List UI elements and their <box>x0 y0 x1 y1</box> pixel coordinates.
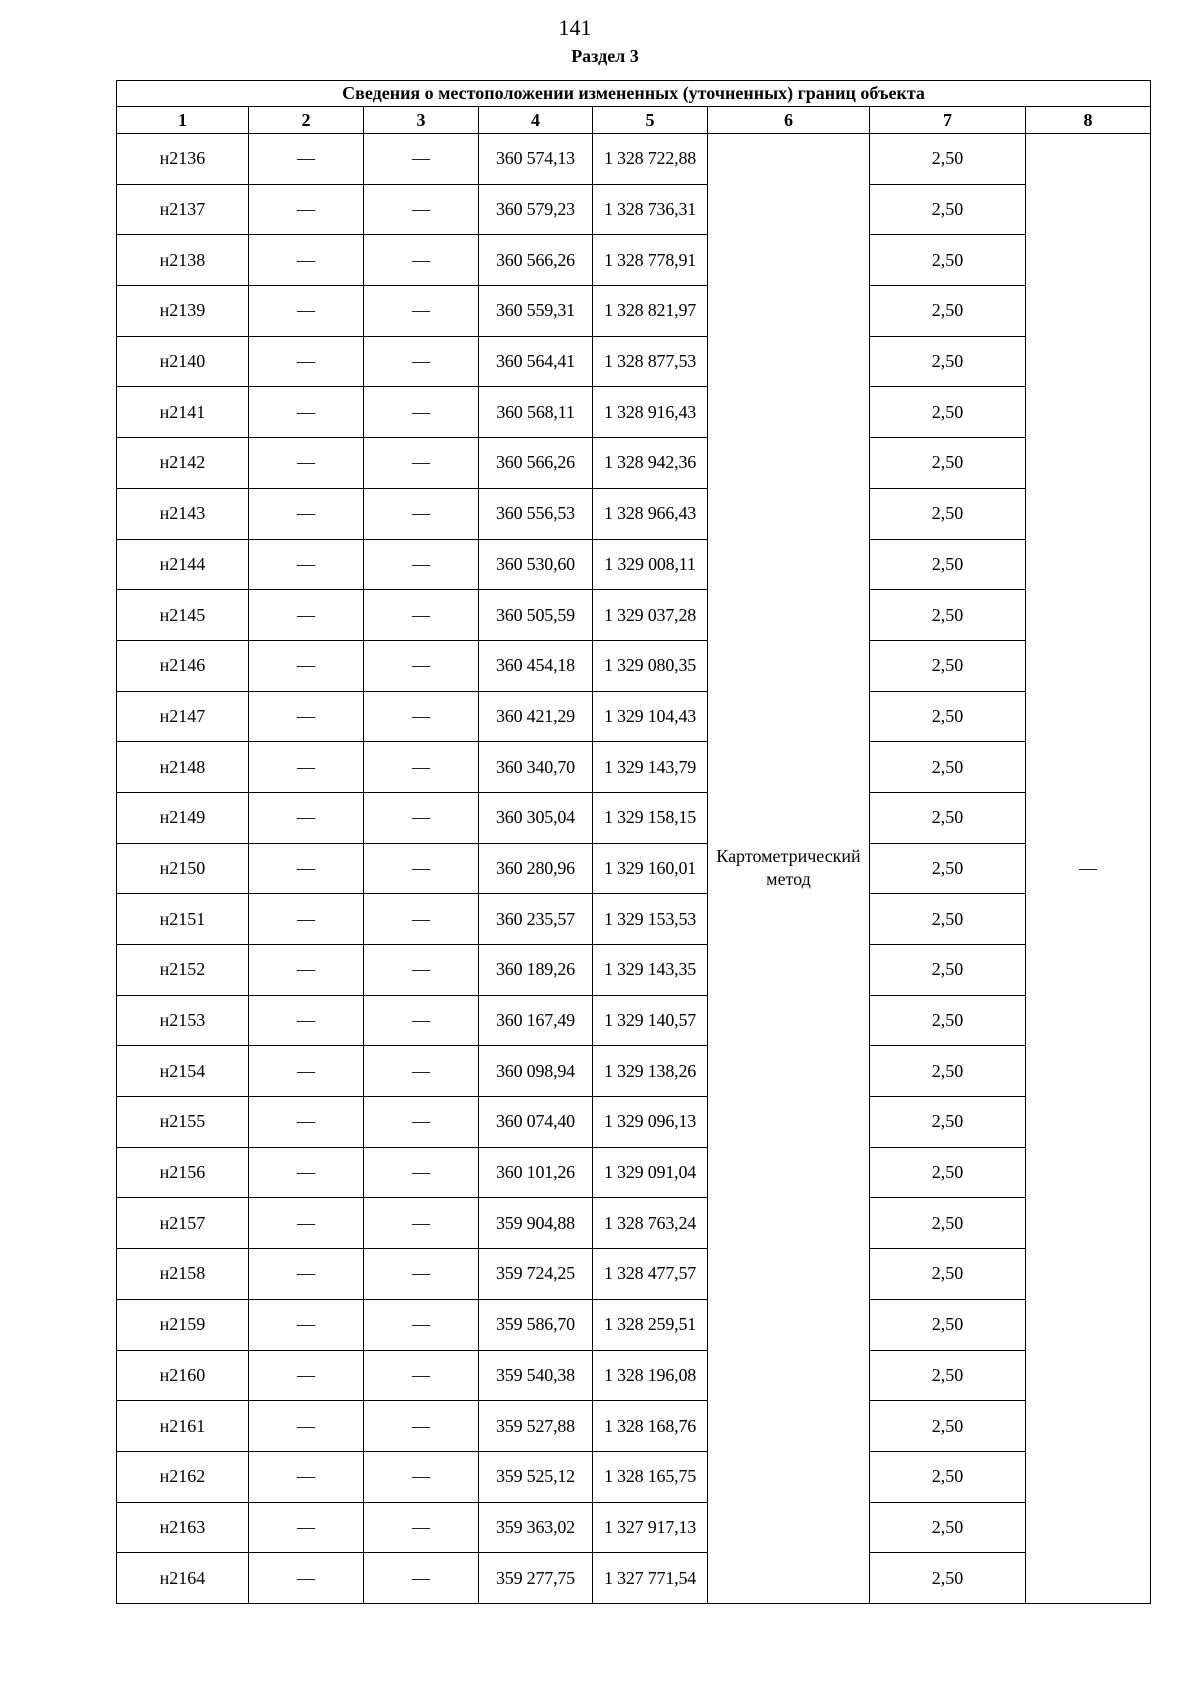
y-coordinate-cell: 1 328 168,76 <box>593 1401 708 1452</box>
y-coordinate-cell: 1 328 877,53 <box>593 336 708 387</box>
table-row <box>117 1198 1151 1249</box>
col2-cell: — <box>249 1147 364 1198</box>
x-coordinate-cell: 360 579,23 <box>479 184 593 235</box>
table-row <box>117 539 1151 590</box>
accuracy-cell: 2,50 <box>870 488 1026 539</box>
column-number: 4 <box>479 107 593 134</box>
boundary-table <box>116 80 1151 1604</box>
table-row <box>117 843 1151 894</box>
col3-cell: — <box>364 1451 479 1502</box>
point-cell: н2150 <box>117 843 249 894</box>
y-coordinate-cell: 1 329 096,13 <box>593 1097 708 1148</box>
column-number: 2 <box>249 107 364 134</box>
col2-cell: — <box>249 945 364 996</box>
col2-cell: — <box>249 1553 364 1604</box>
table-row <box>117 387 1151 438</box>
y-coordinate-cell: 1 328 778,91 <box>593 235 708 286</box>
table-row <box>117 1502 1151 1553</box>
point-cell: н2160 <box>117 1350 249 1401</box>
x-coordinate-cell: 360 574,13 <box>479 134 593 185</box>
table-row <box>117 640 1151 691</box>
y-coordinate-cell: 1 328 722,88 <box>593 134 708 185</box>
column-number: 6 <box>708 107 870 134</box>
col3-cell: — <box>364 945 479 996</box>
col2-cell: — <box>249 792 364 843</box>
col2-cell: — <box>249 894 364 945</box>
accuracy-cell: 2,50 <box>870 1502 1026 1553</box>
point-cell: н2161 <box>117 1401 249 1452</box>
accuracy-cell: 2,50 <box>870 1299 1026 1350</box>
col3-cell: — <box>364 792 479 843</box>
accuracy-cell: 2,50 <box>870 1046 1026 1097</box>
col3-cell: — <box>364 1401 479 1452</box>
point-cell: н2139 <box>117 286 249 337</box>
y-coordinate-cell: 1 328 477,57 <box>593 1249 708 1300</box>
y-coordinate-cell: 1 328 763,24 <box>593 1198 708 1249</box>
col3-cell: — <box>364 843 479 894</box>
x-coordinate-cell: 360 280,96 <box>479 843 593 894</box>
x-coordinate-cell: 360 305,04 <box>479 792 593 843</box>
table-row <box>117 1249 1151 1300</box>
col3-cell: — <box>364 691 479 742</box>
y-coordinate-cell: 1 329 160,01 <box>593 843 708 894</box>
table-row <box>117 286 1151 337</box>
x-coordinate-cell: 359 586,70 <box>479 1299 593 1350</box>
accuracy-cell: 2,50 <box>870 134 1026 185</box>
col3-cell: — <box>364 1553 479 1604</box>
accuracy-cell: 2,50 <box>870 1451 1026 1502</box>
x-coordinate-cell: 360 101,26 <box>479 1147 593 1198</box>
x-coordinate-cell: 359 904,88 <box>479 1198 593 1249</box>
col3-cell: — <box>364 1350 479 1401</box>
x-coordinate-cell: 360 566,26 <box>479 235 593 286</box>
y-coordinate-cell: 1 328 165,75 <box>593 1451 708 1502</box>
col2-cell: — <box>249 742 364 793</box>
col3-cell: — <box>364 134 479 185</box>
col8-cell: — <box>1026 134 1151 1604</box>
y-coordinate-cell: 1 328 916,43 <box>593 387 708 438</box>
col3-cell: — <box>364 184 479 235</box>
x-coordinate-cell: 360 421,29 <box>479 691 593 742</box>
table-row <box>117 1299 1151 1350</box>
col2-cell: — <box>249 1299 364 1350</box>
section-title: Раздел 3 <box>571 46 639 66</box>
table-caption-row <box>117 81 1151 107</box>
point-cell: н2141 <box>117 387 249 438</box>
y-coordinate-cell: 1 327 917,13 <box>593 1502 708 1553</box>
accuracy-cell: 2,50 <box>870 1553 1026 1604</box>
col3-cell: — <box>364 1299 479 1350</box>
y-coordinate-cell: 1 328 196,08 <box>593 1350 708 1401</box>
col2-cell: — <box>249 1350 364 1401</box>
point-cell: н2138 <box>117 235 249 286</box>
col3-cell: — <box>364 640 479 691</box>
col3-cell: — <box>364 488 479 539</box>
y-coordinate-cell: 1 328 966,43 <box>593 488 708 539</box>
accuracy-cell: 2,50 <box>870 539 1026 590</box>
y-coordinate-cell: 1 329 143,79 <box>593 742 708 793</box>
col3-cell: — <box>364 1502 479 1553</box>
x-coordinate-cell: 359 525,12 <box>479 1451 593 1502</box>
table-row <box>117 945 1151 996</box>
point-cell: н2143 <box>117 488 249 539</box>
col2-cell: — <box>249 286 364 337</box>
table-row <box>117 1451 1151 1502</box>
point-cell: н2153 <box>117 995 249 1046</box>
accuracy-cell: 2,50 <box>870 235 1026 286</box>
method-cell: Картометрический метод <box>708 134 870 1604</box>
col2-cell: — <box>249 691 364 742</box>
col3-cell: — <box>364 336 479 387</box>
accuracy-cell: 2,50 <box>870 894 1026 945</box>
col2-cell: — <box>249 1046 364 1097</box>
x-coordinate-cell: 360 074,40 <box>479 1097 593 1148</box>
x-coordinate-cell: 360 505,59 <box>479 590 593 641</box>
table-row <box>117 1350 1151 1401</box>
table-row <box>117 1401 1151 1452</box>
x-coordinate-cell: 360 340,70 <box>479 742 593 793</box>
x-coordinate-cell: 360 454,18 <box>479 640 593 691</box>
col3-cell: — <box>364 590 479 641</box>
x-coordinate-cell: 360 189,26 <box>479 945 593 996</box>
point-cell: н2163 <box>117 1502 249 1553</box>
point-cell: н2158 <box>117 1249 249 1300</box>
point-cell: н2162 <box>117 1451 249 1502</box>
y-coordinate-cell: 1 328 736,31 <box>593 184 708 235</box>
y-coordinate-cell: 1 328 821,97 <box>593 286 708 337</box>
column-number: 5 <box>593 107 708 134</box>
column-number: 3 <box>364 107 479 134</box>
accuracy-cell: 2,50 <box>870 792 1026 843</box>
col2-cell: — <box>249 336 364 387</box>
col2-cell: — <box>249 995 364 1046</box>
x-coordinate-cell: 359 527,88 <box>479 1401 593 1452</box>
accuracy-cell: 2,50 <box>870 742 1026 793</box>
point-cell: н2159 <box>117 1299 249 1350</box>
col3-cell: — <box>364 1198 479 1249</box>
accuracy-cell: 2,50 <box>870 286 1026 337</box>
table-row <box>117 1097 1151 1148</box>
col3-cell: — <box>364 235 479 286</box>
col3-cell: — <box>364 742 479 793</box>
y-coordinate-cell: 1 329 153,53 <box>593 894 708 945</box>
table-row <box>117 1147 1151 1198</box>
y-coordinate-cell: 1 329 143,35 <box>593 945 708 996</box>
y-coordinate-cell: 1 329 008,11 <box>593 539 708 590</box>
col3-cell: — <box>364 1147 479 1198</box>
accuracy-cell: 2,50 <box>870 640 1026 691</box>
accuracy-cell: 2,50 <box>870 1401 1026 1452</box>
accuracy-cell: 2,50 <box>870 843 1026 894</box>
point-cell: н2145 <box>117 590 249 641</box>
accuracy-cell: 2,50 <box>870 184 1026 235</box>
col3-cell: — <box>364 1249 479 1300</box>
col2-cell: — <box>249 590 364 641</box>
point-cell: н2136 <box>117 134 249 185</box>
y-coordinate-cell: 1 329 091,04 <box>593 1147 708 1198</box>
column-number: 7 <box>870 107 1026 134</box>
accuracy-cell: 2,50 <box>870 1249 1026 1300</box>
x-coordinate-cell: 359 363,02 <box>479 1502 593 1553</box>
x-coordinate-cell: 360 568,11 <box>479 387 593 438</box>
col2-cell: — <box>249 1401 364 1452</box>
col2-cell: — <box>249 438 364 489</box>
x-coordinate-cell: 359 277,75 <box>479 1553 593 1604</box>
table-row <box>117 995 1151 1046</box>
col2-cell: — <box>249 640 364 691</box>
point-cell: н2154 <box>117 1046 249 1097</box>
y-coordinate-cell: 1 329 080,35 <box>593 640 708 691</box>
table-row <box>117 134 1151 185</box>
col2-cell: — <box>249 1097 364 1148</box>
table-row <box>117 894 1151 945</box>
col2-cell: — <box>249 184 364 235</box>
point-cell: н2137 <box>117 184 249 235</box>
col3-cell: — <box>364 539 479 590</box>
point-cell: н2147 <box>117 691 249 742</box>
col2-cell: — <box>249 134 364 185</box>
point-cell: н2156 <box>117 1147 249 1198</box>
x-coordinate-cell: 360 098,94 <box>479 1046 593 1097</box>
accuracy-cell: 2,50 <box>870 336 1026 387</box>
table-row <box>117 235 1151 286</box>
point-cell: н2148 <box>117 742 249 793</box>
point-cell: н2155 <box>117 1097 249 1148</box>
col2-cell: — <box>249 1451 364 1502</box>
col3-cell: — <box>364 1097 479 1148</box>
table-row <box>117 488 1151 539</box>
col3-cell: — <box>364 438 479 489</box>
y-coordinate-cell: 1 327 771,54 <box>593 1553 708 1604</box>
col3-cell: — <box>364 995 479 1046</box>
accuracy-cell: 2,50 <box>870 1198 1026 1249</box>
point-cell: н2142 <box>117 438 249 489</box>
table-row <box>117 1553 1151 1604</box>
x-coordinate-cell: 360 566,26 <box>479 438 593 489</box>
accuracy-cell: 2,50 <box>870 995 1026 1046</box>
table-row <box>117 590 1151 641</box>
x-coordinate-cell: 360 564,41 <box>479 336 593 387</box>
point-cell: н2144 <box>117 539 249 590</box>
x-coordinate-cell: 359 724,25 <box>479 1249 593 1300</box>
accuracy-cell: 2,50 <box>870 1350 1026 1401</box>
col3-cell: — <box>364 894 479 945</box>
point-cell: н2149 <box>117 792 249 843</box>
table-row <box>117 792 1151 843</box>
column-number-row <box>117 107 1151 134</box>
accuracy-cell: 2,50 <box>870 387 1026 438</box>
page-number: 141 <box>558 15 592 40</box>
col3-cell: — <box>364 286 479 337</box>
point-cell: н2152 <box>117 945 249 996</box>
y-coordinate-cell: 1 329 037,28 <box>593 590 708 641</box>
x-coordinate-cell: 360 167,49 <box>479 995 593 1046</box>
y-coordinate-cell: 1 329 158,15 <box>593 792 708 843</box>
col2-cell: — <box>249 387 364 438</box>
point-cell: н2164 <box>117 1553 249 1604</box>
table-caption: Сведения о местоположении измененных (уточненных) границ объекта <box>117 81 1151 107</box>
table-row <box>117 1046 1151 1097</box>
table-row <box>117 742 1151 793</box>
x-coordinate-cell: 360 556,53 <box>479 488 593 539</box>
accuracy-cell: 2,50 <box>870 1147 1026 1198</box>
col2-cell: — <box>249 1198 364 1249</box>
point-cell: н2151 <box>117 894 249 945</box>
accuracy-cell: 2,50 <box>870 691 1026 742</box>
y-coordinate-cell: 1 329 138,26 <box>593 1046 708 1097</box>
table-body <box>117 134 1151 1604</box>
table-row <box>117 184 1151 235</box>
column-number: 1 <box>117 107 249 134</box>
accuracy-cell: 2,50 <box>870 438 1026 489</box>
col2-cell: — <box>249 235 364 286</box>
x-coordinate-cell: 359 540,38 <box>479 1350 593 1401</box>
col3-cell: — <box>364 387 479 438</box>
col2-cell: — <box>249 843 364 894</box>
column-number: 8 <box>1026 107 1151 134</box>
col2-cell: — <box>249 1502 364 1553</box>
col2-cell: — <box>249 488 364 539</box>
accuracy-cell: 2,50 <box>870 590 1026 641</box>
accuracy-cell: 2,50 <box>870 945 1026 996</box>
point-cell: н2140 <box>117 336 249 387</box>
point-cell: н2146 <box>117 640 249 691</box>
x-coordinate-cell: 360 235,57 <box>479 894 593 945</box>
col2-cell: — <box>249 1249 364 1300</box>
point-cell: н2157 <box>117 1198 249 1249</box>
x-coordinate-cell: 360 530,60 <box>479 539 593 590</box>
table-row <box>117 438 1151 489</box>
col2-cell: — <box>249 539 364 590</box>
table-row <box>117 691 1151 742</box>
y-coordinate-cell: 1 329 104,43 <box>593 691 708 742</box>
table-row <box>117 336 1151 387</box>
accuracy-cell: 2,50 <box>870 1097 1026 1148</box>
y-coordinate-cell: 1 328 259,51 <box>593 1299 708 1350</box>
y-coordinate-cell: 1 328 942,36 <box>593 438 708 489</box>
col3-cell: — <box>364 1046 479 1097</box>
y-coordinate-cell: 1 329 140,57 <box>593 995 708 1046</box>
x-coordinate-cell: 360 559,31 <box>479 286 593 337</box>
